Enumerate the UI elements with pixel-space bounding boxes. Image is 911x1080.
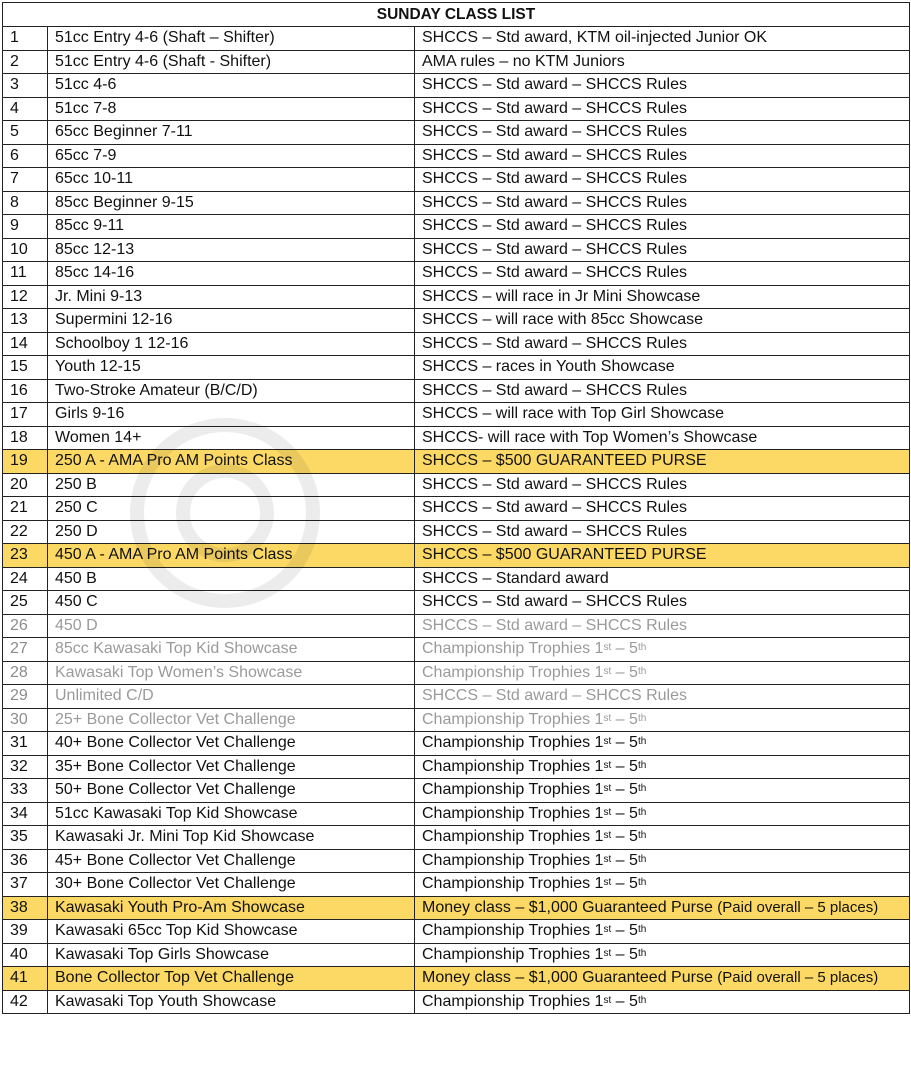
class-name: Unlimited C/D bbox=[48, 685, 415, 709]
class-award bbox=[415, 661, 910, 685]
place-end: 5 bbox=[629, 734, 638, 752]
class-name: Kawasaki Top Girls Showcase bbox=[48, 943, 415, 967]
class-number: 24 bbox=[3, 567, 48, 591]
table-row bbox=[3, 779, 910, 803]
class-number: 20 bbox=[3, 473, 48, 497]
class-award bbox=[415, 591, 910, 615]
table-row bbox=[3, 144, 910, 168]
place-end-suffix: th bbox=[637, 665, 647, 677]
class-name: 51cc Entry 4-6 (Shaft - Shifter) bbox=[48, 50, 415, 74]
class-award bbox=[415, 708, 910, 732]
class-award bbox=[415, 262, 910, 286]
class-award bbox=[415, 379, 910, 403]
class-name: 450 C bbox=[48, 591, 415, 615]
class-name: 450 A - AMA Pro AM Points Class bbox=[48, 544, 415, 568]
class-number: 28 bbox=[3, 661, 48, 685]
table-row bbox=[3, 168, 910, 192]
class-name: 250 A - AMA Pro AM Points Class bbox=[48, 450, 415, 474]
place-end: 5 bbox=[629, 640, 638, 658]
place-range-dash: – bbox=[611, 757, 630, 775]
award-text: Championship Trophies bbox=[422, 710, 595, 728]
place-start: 1 bbox=[594, 945, 604, 963]
class-name: 65cc 10-11 bbox=[48, 168, 415, 192]
class-award bbox=[415, 755, 910, 779]
class-name: 85cc 12-13 bbox=[48, 238, 415, 262]
award-text: SHCCS – Std award, KTM oil-injected Junior OK bbox=[422, 29, 768, 47]
place-range-dash: – bbox=[611, 640, 630, 658]
class-number: 16 bbox=[3, 379, 48, 403]
award-text: SHCCS – Standard award bbox=[422, 569, 609, 587]
place-start: 1 bbox=[594, 757, 604, 775]
class-award bbox=[415, 356, 910, 380]
place-start-suffix: st bbox=[603, 665, 612, 677]
place-end-suffix: th bbox=[637, 736, 647, 748]
place-end: 5 bbox=[629, 781, 638, 799]
class-number: 12 bbox=[3, 285, 48, 309]
award-text: SHCCS – Std award – SHCCS Rules bbox=[422, 264, 687, 282]
table-row bbox=[3, 74, 910, 98]
place-range-dash: – bbox=[611, 663, 630, 681]
class-award bbox=[415, 544, 910, 568]
award-text: SHCCS – will race in Jr Mini Showcase bbox=[422, 287, 701, 305]
table-row bbox=[3, 849, 910, 873]
class-award bbox=[415, 567, 910, 591]
class-award bbox=[415, 614, 910, 638]
class-award bbox=[415, 403, 910, 427]
place-end: 5 bbox=[629, 663, 638, 681]
class-number: 3 bbox=[3, 74, 48, 98]
table-title: SUNDAY CLASS LIST bbox=[3, 3, 910, 27]
class-number: 17 bbox=[3, 403, 48, 427]
class-award bbox=[415, 896, 910, 920]
class-number: 33 bbox=[3, 779, 48, 803]
award-text: SHCCS – Std award – SHCCS Rules bbox=[422, 146, 687, 164]
table-row bbox=[3, 920, 910, 944]
class-number: 41 bbox=[3, 967, 48, 991]
class-award bbox=[415, 497, 910, 521]
class-name: 51cc 7-8 bbox=[48, 97, 415, 121]
class-award bbox=[415, 638, 910, 662]
class-award bbox=[415, 849, 910, 873]
class-name: 85cc 9-11 bbox=[48, 215, 415, 239]
class-name: Girls 9-16 bbox=[48, 403, 415, 427]
class-name: 85cc Beginner 9-15 bbox=[48, 191, 415, 215]
class-award bbox=[415, 732, 910, 756]
place-start-suffix: st bbox=[603, 712, 612, 724]
place-end-suffix: th bbox=[637, 783, 647, 795]
class-award bbox=[415, 943, 910, 967]
class-number: 30 bbox=[3, 708, 48, 732]
table-row bbox=[3, 309, 910, 333]
class-number: 21 bbox=[3, 497, 48, 521]
award-text: SHCCS – Std award – SHCCS Rules bbox=[422, 99, 687, 117]
class-name: Schoolboy 1 12-16 bbox=[48, 332, 415, 356]
place-end: 5 bbox=[629, 945, 638, 963]
class-name: 85cc Kawasaki Top Kid Showcase bbox=[48, 638, 415, 662]
award-text: SHCCS – races in Youth Showcase bbox=[422, 358, 675, 376]
award-text: Championship Trophies bbox=[422, 922, 595, 940]
award-text: SHCCS – Std award – SHCCS Rules bbox=[422, 217, 687, 235]
table-row bbox=[3, 262, 910, 286]
class-number: 22 bbox=[3, 520, 48, 544]
class-number: 36 bbox=[3, 849, 48, 873]
place-start: 1 bbox=[594, 992, 604, 1010]
title-row bbox=[3, 3, 910, 27]
table-row bbox=[3, 896, 910, 920]
class-number: 5 bbox=[3, 121, 48, 145]
class-award bbox=[415, 873, 910, 897]
class-name: Jr. Mini 9-13 bbox=[48, 285, 415, 309]
award-text: SHCCS – Std award – SHCCS Rules bbox=[422, 240, 687, 258]
class-number: 37 bbox=[3, 873, 48, 897]
class-number: 7 bbox=[3, 168, 48, 192]
class-number: 32 bbox=[3, 755, 48, 779]
award-text: SHCCS – Std award – SHCCS Rules bbox=[422, 381, 687, 399]
place-range-dash: – bbox=[611, 875, 630, 893]
award-text: Championship Trophies bbox=[422, 663, 595, 681]
place-end-suffix: th bbox=[637, 830, 647, 842]
award-text: SHCCS – Std award – SHCCS Rules bbox=[422, 616, 687, 634]
place-start-suffix: st bbox=[603, 830, 612, 842]
award-text: SHCCS – Std award – SHCCS Rules bbox=[422, 687, 687, 705]
place-end-suffix: th bbox=[637, 806, 647, 818]
class-name: 25+ Bone Collector Vet Challenge bbox=[48, 708, 415, 732]
class-name: 65cc 7-9 bbox=[48, 144, 415, 168]
table-row bbox=[3, 614, 910, 638]
class-name: Kawasaki Top Youth Showcase bbox=[48, 990, 415, 1014]
place-start-suffix: st bbox=[603, 994, 612, 1006]
award-note: (Paid overall – 5 places) bbox=[717, 969, 879, 987]
place-end: 5 bbox=[629, 757, 638, 775]
award-text: Championship Trophies bbox=[422, 757, 595, 775]
class-number: 4 bbox=[3, 97, 48, 121]
table-row bbox=[3, 708, 910, 732]
place-end: 5 bbox=[629, 828, 638, 846]
place-range-dash: – bbox=[611, 734, 630, 752]
class-number: 25 bbox=[3, 591, 48, 615]
award-text: SHCCS- will race with Top Women’s Showcase bbox=[422, 428, 758, 446]
table-row bbox=[3, 685, 910, 709]
class-award bbox=[415, 990, 910, 1014]
class-number: 10 bbox=[3, 238, 48, 262]
place-start: 1 bbox=[594, 922, 604, 940]
class-name: 450 B bbox=[48, 567, 415, 591]
place-end: 5 bbox=[629, 804, 638, 822]
class-number: 2 bbox=[3, 50, 48, 74]
table-row bbox=[3, 990, 910, 1014]
table-row bbox=[3, 332, 910, 356]
class-name: 40+ Bone Collector Vet Challenge bbox=[48, 732, 415, 756]
class-name: Two-Stroke Amateur (B/C/D) bbox=[48, 379, 415, 403]
place-end-suffix: th bbox=[637, 642, 647, 654]
award-text: SHCCS – Std award – SHCCS Rules bbox=[422, 193, 687, 211]
class-award bbox=[415, 168, 910, 192]
place-end-suffix: th bbox=[637, 712, 647, 724]
table-row bbox=[3, 356, 910, 380]
class-number: 34 bbox=[3, 802, 48, 826]
place-end: 5 bbox=[629, 875, 638, 893]
place-range-dash: – bbox=[611, 710, 630, 728]
class-name: 45+ Bone Collector Vet Challenge bbox=[48, 849, 415, 873]
place-start: 1 bbox=[594, 710, 604, 728]
award-note: (Paid overall – 5 places) bbox=[717, 898, 879, 916]
place-end-suffix: th bbox=[637, 877, 647, 889]
class-award bbox=[415, 215, 910, 239]
class-name: 50+ Bone Collector Vet Challenge bbox=[48, 779, 415, 803]
class-number: 26 bbox=[3, 614, 48, 638]
table-row bbox=[3, 567, 910, 591]
place-range-dash: – bbox=[611, 922, 630, 940]
award-text: Championship Trophies bbox=[422, 875, 595, 893]
class-name: Youth 12-15 bbox=[48, 356, 415, 380]
class-name: 250 C bbox=[48, 497, 415, 521]
class-number: 19 bbox=[3, 450, 48, 474]
award-text: SHCCS – Std award – SHCCS Rules bbox=[422, 170, 687, 188]
place-range-dash: – bbox=[611, 781, 630, 799]
class-number: 29 bbox=[3, 685, 48, 709]
class-rows bbox=[3, 27, 910, 1014]
place-end-suffix: th bbox=[637, 853, 647, 865]
award-text: SHCCS – Std award – SHCCS Rules bbox=[422, 522, 687, 540]
place-start-suffix: st bbox=[603, 759, 612, 771]
place-start-suffix: st bbox=[603, 736, 612, 748]
table-row bbox=[3, 755, 910, 779]
class-number: 39 bbox=[3, 920, 48, 944]
award-text: SHCCS – will race with 85cc Showcase bbox=[422, 311, 703, 329]
class-name: 250 D bbox=[48, 520, 415, 544]
award-text: Championship Trophies bbox=[422, 851, 595, 869]
class-number: 27 bbox=[3, 638, 48, 662]
table-row bbox=[3, 426, 910, 450]
class-number: 42 bbox=[3, 990, 48, 1014]
place-start: 1 bbox=[594, 781, 604, 799]
class-award bbox=[415, 309, 910, 333]
class-name: Kawasaki Jr. Mini Top Kid Showcase bbox=[48, 826, 415, 850]
class-name: 30+ Bone Collector Vet Challenge bbox=[48, 873, 415, 897]
table-row bbox=[3, 943, 910, 967]
award-text: Championship Trophies bbox=[422, 828, 595, 846]
award-text: SHCCS – $500 GUARANTEED PURSE bbox=[422, 546, 707, 564]
table-row bbox=[3, 97, 910, 121]
class-award bbox=[415, 50, 910, 74]
class-award bbox=[415, 450, 910, 474]
place-start-suffix: st bbox=[603, 924, 612, 936]
table-row bbox=[3, 638, 910, 662]
table-row bbox=[3, 215, 910, 239]
class-number: 14 bbox=[3, 332, 48, 356]
place-range-dash: – bbox=[611, 945, 630, 963]
class-name: Bone Collector Top Vet Challenge bbox=[48, 967, 415, 991]
place-end: 5 bbox=[629, 710, 638, 728]
place-end: 5 bbox=[629, 851, 638, 869]
table-row bbox=[3, 191, 910, 215]
class-name: 85cc 14-16 bbox=[48, 262, 415, 286]
place-end: 5 bbox=[629, 992, 638, 1010]
place-start-suffix: st bbox=[603, 783, 612, 795]
table-row bbox=[3, 285, 910, 309]
table-row bbox=[3, 967, 910, 991]
award-text: SHCCS – will race with Top Girl Showcase bbox=[422, 405, 725, 423]
table-row bbox=[3, 802, 910, 826]
award-text: Championship Trophies bbox=[422, 640, 595, 658]
place-start-suffix: st bbox=[603, 806, 612, 818]
class-number: 8 bbox=[3, 191, 48, 215]
award-text: AMA rules – no KTM Juniors bbox=[422, 52, 625, 70]
class-name: Supermini 12-16 bbox=[48, 309, 415, 333]
award-text: Money class – $1,000 Guaranteed Purse bbox=[422, 969, 713, 987]
class-award bbox=[415, 74, 910, 98]
class-award bbox=[415, 473, 910, 497]
class-number: 35 bbox=[3, 826, 48, 850]
table-row bbox=[3, 497, 910, 521]
class-number: 1 bbox=[3, 27, 48, 51]
class-award bbox=[415, 121, 910, 145]
class-award bbox=[415, 826, 910, 850]
place-start: 1 bbox=[594, 640, 604, 658]
table-row bbox=[3, 732, 910, 756]
table-row bbox=[3, 661, 910, 685]
class-name: 35+ Bone Collector Vet Challenge bbox=[48, 755, 415, 779]
place-start-suffix: st bbox=[603, 853, 612, 865]
place-start: 1 bbox=[594, 734, 604, 752]
table-row bbox=[3, 520, 910, 544]
table-row bbox=[3, 450, 910, 474]
class-name: 65cc Beginner 7-11 bbox=[48, 121, 415, 145]
table-row bbox=[3, 403, 910, 427]
award-text: Championship Trophies bbox=[422, 781, 595, 799]
table-row bbox=[3, 121, 910, 145]
class-number: 31 bbox=[3, 732, 48, 756]
class-award bbox=[415, 426, 910, 450]
table-row bbox=[3, 544, 910, 568]
award-text: Championship Trophies bbox=[422, 945, 595, 963]
place-range-dash: – bbox=[611, 992, 630, 1010]
class-award bbox=[415, 779, 910, 803]
table-row bbox=[3, 591, 910, 615]
class-name: Kawasaki Top Women’s Showcase bbox=[48, 661, 415, 685]
award-text: SHCCS – Std award – SHCCS Rules bbox=[422, 76, 687, 94]
class-name: 51cc Entry 4-6 (Shaft – Shifter) bbox=[48, 27, 415, 51]
place-start-suffix: st bbox=[603, 642, 612, 654]
class-name: Kawasaki 65cc Top Kid Showcase bbox=[48, 920, 415, 944]
class-award bbox=[415, 802, 910, 826]
class-name: 51cc Kawasaki Top Kid Showcase bbox=[48, 802, 415, 826]
award-text: SHCCS – $500 GUARANTEED PURSE bbox=[422, 452, 707, 470]
class-award bbox=[415, 27, 910, 51]
place-start-suffix: st bbox=[603, 947, 612, 959]
class-award bbox=[415, 144, 910, 168]
award-text: Championship Trophies bbox=[422, 992, 595, 1010]
place-end-suffix: th bbox=[637, 947, 647, 959]
class-award bbox=[415, 967, 910, 991]
table-row bbox=[3, 27, 910, 51]
table-row bbox=[3, 873, 910, 897]
class-number: 40 bbox=[3, 943, 48, 967]
place-range-dash: – bbox=[611, 828, 630, 846]
place-start: 1 bbox=[594, 663, 604, 681]
place-range-dash: – bbox=[611, 851, 630, 869]
class-number: 11 bbox=[3, 262, 48, 286]
place-start: 1 bbox=[594, 828, 604, 846]
place-end-suffix: th bbox=[637, 759, 647, 771]
table-row bbox=[3, 50, 910, 74]
table-row bbox=[3, 238, 910, 262]
award-text: SHCCS – Std award – SHCCS Rules bbox=[422, 334, 687, 352]
place-start-suffix: st bbox=[603, 877, 612, 889]
place-start: 1 bbox=[594, 875, 604, 893]
class-number: 13 bbox=[3, 309, 48, 333]
place-end-suffix: th bbox=[637, 924, 647, 936]
class-name: 51cc 4-6 bbox=[48, 74, 415, 98]
class-number: 23 bbox=[3, 544, 48, 568]
class-award bbox=[415, 520, 910, 544]
class-name: 450 D bbox=[48, 614, 415, 638]
class-name: Kawasaki Youth Pro-Am Showcase bbox=[48, 896, 415, 920]
class-award bbox=[415, 920, 910, 944]
table-row bbox=[3, 473, 910, 497]
class-award bbox=[415, 285, 910, 309]
place-end: 5 bbox=[629, 922, 638, 940]
class-award bbox=[415, 191, 910, 215]
place-start: 1 bbox=[594, 851, 604, 869]
class-award bbox=[415, 97, 910, 121]
class-award bbox=[415, 238, 910, 262]
class-number: 18 bbox=[3, 426, 48, 450]
class-name: Women 14+ bbox=[48, 426, 415, 450]
class-list-table bbox=[2, 2, 910, 1014]
place-start: 1 bbox=[594, 804, 604, 822]
class-award bbox=[415, 685, 910, 709]
award-text: Championship Trophies bbox=[422, 734, 595, 752]
place-end-suffix: th bbox=[637, 994, 647, 1006]
class-name: 250 B bbox=[48, 473, 415, 497]
award-text: SHCCS – Std award – SHCCS Rules bbox=[422, 499, 687, 517]
award-text: SHCCS – Std award – SHCCS Rules bbox=[422, 123, 687, 141]
place-range-dash: – bbox=[611, 804, 630, 822]
table-row bbox=[3, 826, 910, 850]
award-text: SHCCS – Std award – SHCCS Rules bbox=[422, 475, 687, 493]
class-number: 38 bbox=[3, 896, 48, 920]
award-text: Championship Trophies bbox=[422, 804, 595, 822]
class-number: 15 bbox=[3, 356, 48, 380]
award-text: Money class – $1,000 Guaranteed Purse bbox=[422, 898, 713, 916]
award-text: SHCCS – Std award – SHCCS Rules bbox=[422, 593, 687, 611]
class-award bbox=[415, 332, 910, 356]
class-number: 6 bbox=[3, 144, 48, 168]
table-row bbox=[3, 379, 910, 403]
class-number: 9 bbox=[3, 215, 48, 239]
